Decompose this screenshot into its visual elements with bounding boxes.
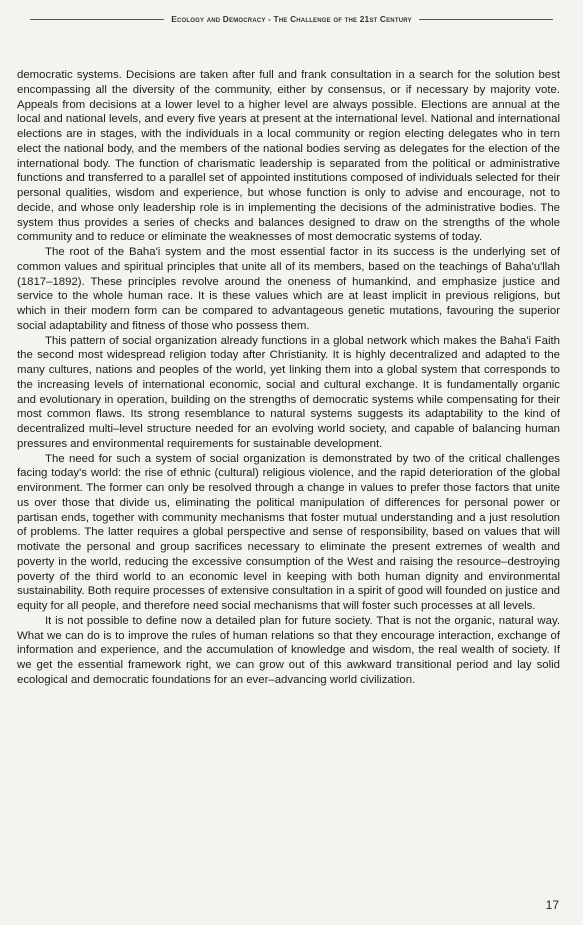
page-header [30, 12, 553, 26]
paragraph-continued: democratic systems. Decisions are taken after full and frank consultation in a search for the solution best encompassing all the diversity of the community, either by consensus, or if necessary by majority vote. Appeals from decisions at a lower level to a higher level are always possible. Elections are annual at the local and national levels, and every five years at present at the international level. National and international elections are in stages, with the individuals in a local community or region electing delegates who in tern elect the national body, and the members of the national bodies serving as delegates for the election of the international body. The function of charismatic leadership is separated from the political or administrative functions and transferred to a parallel set of appointed institutions composed of individuals selected for their personal qualities, wisdom and experience, but whose function is only to advise and encourage, not to decide, and whose only leadership role is in implementing the decisions of the administrative bodies. The system thus provides a series of checks and balances designed to draw on the strengths of the whole community and to reduce or eliminate the weaknesses of most democratic systems of today. [17, 69, 560, 244]
paragraph: It is not possible to define now a detailed plan for future society. That is not the organic, natural way. What we can do is to improve the rules of human relations so that they encourage interaction, exchange of information and experience, and the accumulation of knowledge and wisdom, the real wealth of society. If we get the essential framework right, we can grow out of this awkward transitional period and lay solid ecological and democratic foundations for an ever–advancing world civilization. [17, 614, 560, 686]
paragraph: The root of the Baha'i system and the most essential factor in its success is the underlying set of common values and spiritual principles that unite all of its members, based on the teachings of Baha'u'llah (1817–1892). These principles revolve around the oneness of humankind, and emphasize justice and service to the whole human race. It is these values which are at least implicit in previous religions, but which in their modern form can be compared to advantageous genetic mutations, favouring the superior social adaptability and fitness of those who possess them. [17, 246, 560, 332]
running-head: Ecology and Democracy - The Challenge of the 21st Century [171, 14, 412, 24]
paragraph: The need for such a system of social organization is demonstrated by two of the critical challenges facing today's world: the rise of ethnic (cultural) religious violence, and the rapid deterioration of the global environment. The former can only be resolved through a change in values to prefer those factors that unite us over those that divide us, eliminating the political manipulation of differences for personal power or partisan ends, together with community mechanisms that foster mutual understanding and a just resolution of problems. The latter requires a global perspective and sense of responsibility, based on values that will motivate the personal and group sacrifices necessary to eliminate the present extremes of wealth and poverty in the world, reducing the excessive consumption of the West and raising the resource–destroying poverty of the third world to an economic level in keeping with both human dignity and environmental sustainability. Both require processes of extensive consultation in a spirit of good will founded on justice and equity for all people, and therefore need social mechanisms that will foster such processes at all levels. [17, 452, 560, 612]
header-rule-right [419, 19, 553, 20]
paragraph: This pattern of social organization already functions in a global network which makes the Baha'i Faith the second most widespread religion today after Christianity. It is highly decentralized and adapted to the many cultures, nations and peoples of the world, yet linking them into a global system that corresponds to the increasing levels of international economic, social and cultural exchange. It is fundamentally organic and evolutionary in operation, building on the strengths of democratic systems while compensating for their most common flaws. Its strong resemblance to natural systems suggests its adaptability to the kind of decentralized multi–level structure needed for an evolving world society, and capable of balancing human pressures and environmental requirements for sustainable development. [17, 334, 560, 450]
body-text [17, 68, 560, 688]
header-rule-left [30, 19, 164, 20]
page-number: 17 [545, 898, 559, 912]
